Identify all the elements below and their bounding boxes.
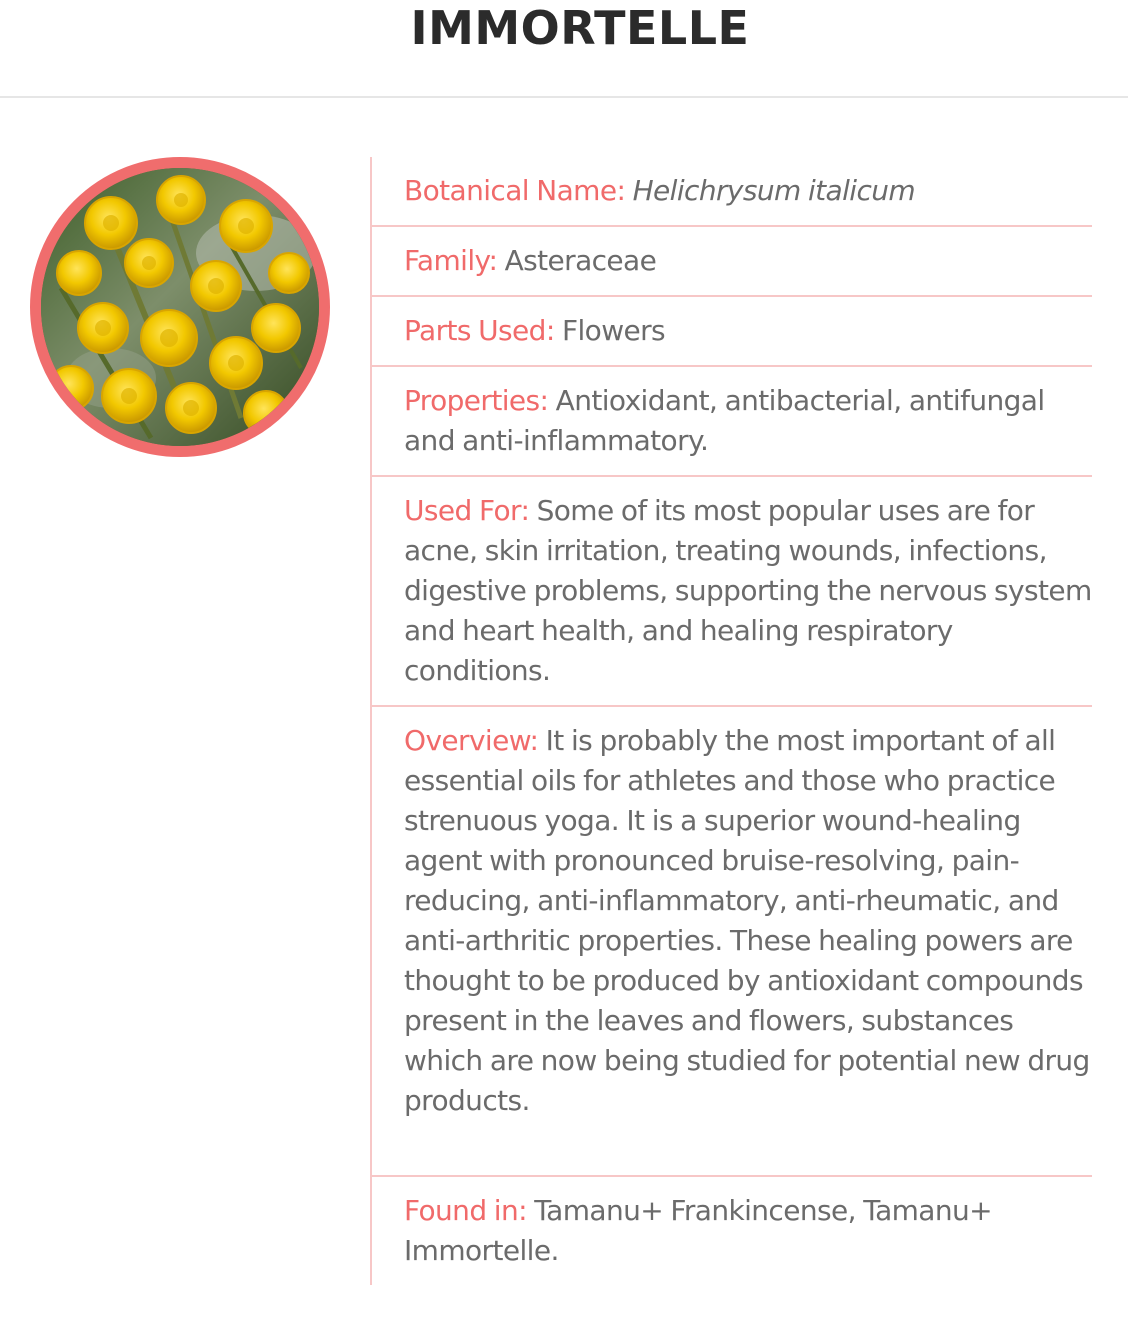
family-text <box>404 241 1094 281</box>
botanical-name-value: Helichrysum italicum <box>632 174 916 207</box>
properties-label: Properties: <box>404 384 549 417</box>
parts-used-value: Flowers <box>562 314 666 347</box>
title-divider <box>0 96 1128 98</box>
used-for-value: Some of its most popular uses are for acne, skin irritation, treating wounds, infections, digestive problems, supporting the nervous system and heart health, and healing respiratory conditions. <box>404 494 1092 687</box>
detail-row-used-for <box>372 477 1092 707</box>
botanical-name-label: Botanical Name: <box>404 174 626 207</box>
used-for-text <box>404 491 1094 691</box>
parts-used-text <box>404 311 1094 351</box>
page-title: IMMORTELLE <box>410 1 750 55</box>
used-for-label: Used For: <box>404 494 530 527</box>
parts-used-label: Parts Used: <box>404 314 555 347</box>
flower-photo-illustration <box>41 168 319 446</box>
found-in-value: Tamanu+ Frankincense, Tamanu+ Immortelle. <box>404 1194 993 1267</box>
family-label: Family: <box>404 244 498 277</box>
properties-text <box>404 381 1094 461</box>
detail-row-parts-used <box>372 297 1092 367</box>
detail-row-properties <box>372 367 1092 477</box>
properties-value: Antioxidant, antibacterial, antifungal and anti-inflammatory. <box>404 384 1045 457</box>
family-value: Asteraceae <box>504 244 657 277</box>
detail-row-found-in <box>372 1177 1092 1285</box>
detail-row-botanical-name <box>372 157 1092 227</box>
found-in-text <box>404 1191 1094 1271</box>
found-in-label: Found in: <box>404 1194 527 1227</box>
detail-row-overview <box>372 707 1092 1177</box>
overview-label: Overview: <box>404 724 539 757</box>
detail-row-family <box>372 227 1092 297</box>
botanical-name-text <box>404 171 1094 211</box>
overview-value: It is probably the most important of all essential oils for athletes and those who practice strenuous yoga. It is a superior wound-healing agent with pronounced bruise-resolving, pain-reducing, anti-inflammatory, anti-rheumatic, and anti-arthritic properties. These healing powers are thought to be produced by antioxidant compounds present in the leaves and flowers, substances which are now being studied for potential new drug products. <box>404 724 1090 1117</box>
overview-text <box>404 721 1094 1121</box>
flower-image <box>30 157 330 457</box>
plant-details-list <box>370 157 1092 1285</box>
